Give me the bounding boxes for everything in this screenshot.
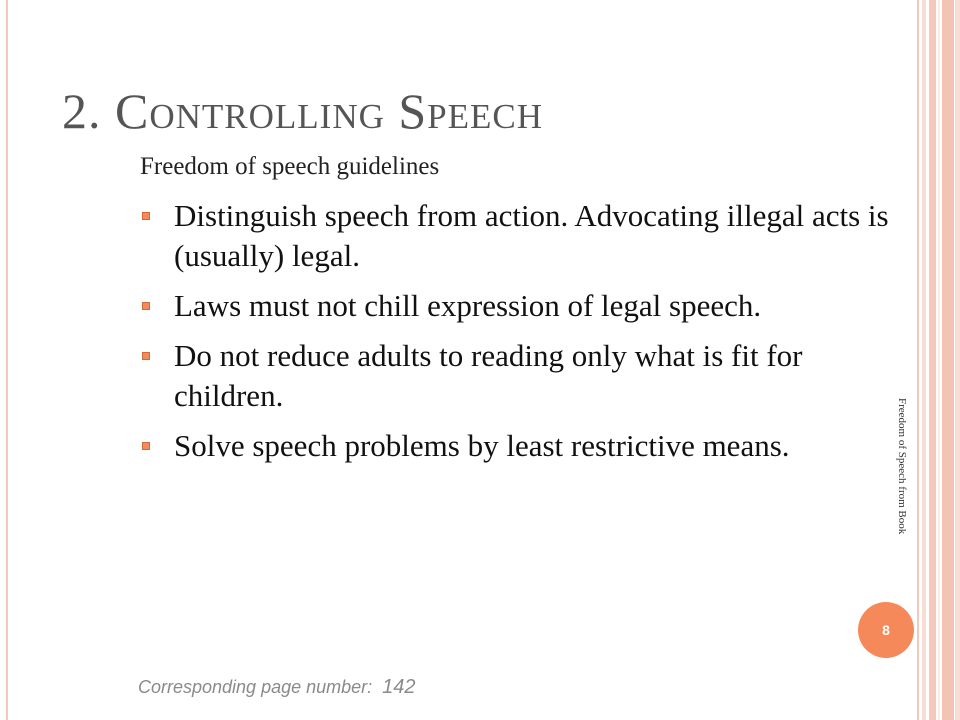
footer-label: Corresponding page number: bbox=[138, 677, 373, 697]
decorative-stripe bbox=[922, 0, 926, 720]
bullet-text: Laws must not chill expression of legal speech. bbox=[174, 288, 762, 323]
bullet-text: Distinguish speech from action. Advocating illegal acts is (usually) legal. bbox=[174, 198, 889, 273]
bullet-item bbox=[140, 196, 890, 276]
page-number-badge bbox=[858, 602, 914, 658]
page-number: 8 bbox=[882, 622, 890, 638]
bullet-item bbox=[140, 426, 890, 466]
square-bullet-icon bbox=[142, 442, 150, 450]
bullet-text: Do not reduce adults to reading only what is fit for children. bbox=[174, 338, 803, 413]
footer-page-reference bbox=[138, 676, 416, 699]
decorative-stripe bbox=[929, 0, 936, 720]
decorative-stripe bbox=[938, 0, 940, 720]
vertical-side-note: Freedom of Speech from Book bbox=[896, 398, 908, 535]
left-frame-line bbox=[6, 0, 8, 720]
footer-page-value: 142 bbox=[382, 676, 416, 698]
square-bullet-icon bbox=[142, 212, 150, 220]
bullet-text: Solve speech problems by least restrictive means. bbox=[174, 428, 790, 463]
decorative-stripe bbox=[942, 0, 954, 720]
square-bullet-icon bbox=[142, 352, 150, 360]
slide-title: 2. Controlling Speech bbox=[62, 83, 544, 139]
square-bullet-icon bbox=[142, 302, 150, 310]
slide-subheading: Freedom of speech guidelines bbox=[140, 153, 440, 180]
bullet-list bbox=[140, 196, 890, 476]
decorative-stripe bbox=[955, 0, 960, 720]
decorative-stripe bbox=[917, 0, 919, 720]
bullet-item bbox=[140, 336, 890, 416]
bullet-item bbox=[140, 286, 890, 326]
